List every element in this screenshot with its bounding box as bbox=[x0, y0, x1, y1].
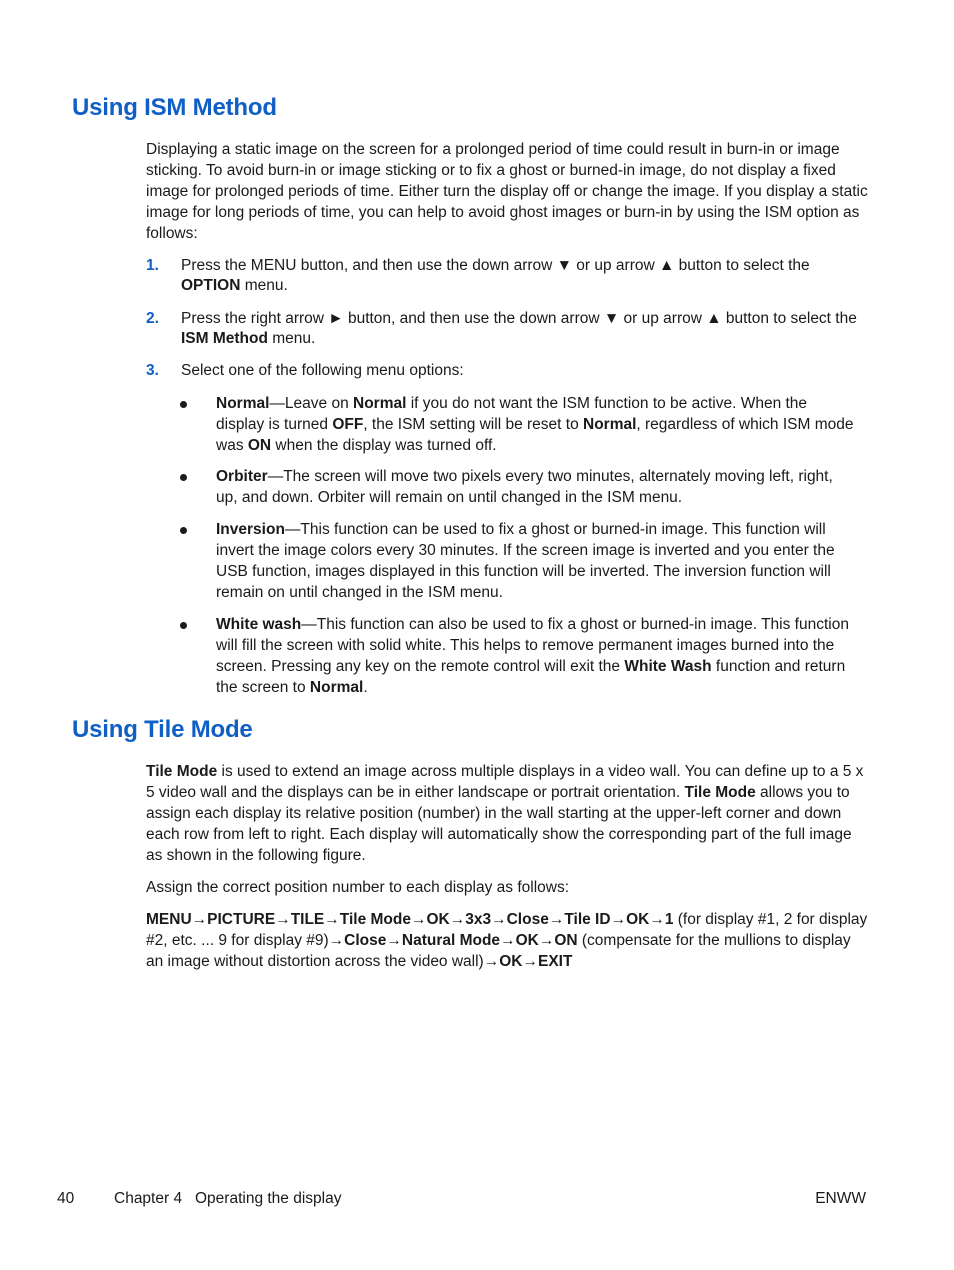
ism-intro-paragraph: Displaying a static image on the screen for a prolonged period of time could result in burn-in or image sticking. To avoid burn-in or image sticking or to fix a ghost or burned-in image, do not display a fixed image for prolonged periods of time. Either turn the display off or change the image. If you display a static image for long periods of time, you can help to avoid ghost images or burn-in by using the ISM option as follows: bbox=[146, 141, 868, 242]
bullet-text: Orbiter—The screen will move two pixels every two minutes, alternately moving left, right, up, and down. Orbiter will remain on until changed in the ISM menu. bbox=[216, 468, 833, 506]
step-number: 3. bbox=[146, 362, 159, 379]
bullet-dot bbox=[180, 401, 187, 408]
bullet-text: Inversion—This function can be used to fix a ghost or burned-in image. This function will invert the image colors every 30 minutes. If the screen image is inverted and you enter the USB function, images displayed in this function will be inverted. The inversion function will remain on until changed in the ISM menu. bbox=[216, 521, 835, 601]
step-text: Press the right arrow ► button, and then use the down arrow ▼ or up arrow ▲ button to select the ISM Method menu. bbox=[181, 310, 857, 347]
section-heading-ism: Using ISM Method bbox=[72, 94, 277, 121]
bullet-text: White wash—This function can also be used to fix a ghost or burned-in image. This function will fill the screen with solid white. This helps to remove permanent images burned into the screen. Pressing any key on the remote control will exit the White Wash function and return the screen to Normal. bbox=[216, 616, 849, 696]
bullet-dot bbox=[180, 474, 187, 481]
footer-locale: ENWW bbox=[815, 1190, 866, 1207]
assign-paragraph: Assign the correct position number to each display as follows: bbox=[146, 879, 570, 896]
page-number: 40 bbox=[57, 1190, 75, 1207]
section-heading-tile-mode: Using Tile Mode bbox=[72, 716, 253, 743]
menu-path-paragraph: MENU→PICTURE→TILE→Tile Mode→OK→3x3→Close→Tile ID→OK→1 (for display #1, 2 for display #2, etc. ... 9 for display #9)→Close→Natural Mode→OK→ON (compensate for the mullions to display an image without distortion across the video wall)→OK→EXIT bbox=[146, 911, 868, 970]
step-number: 1. bbox=[146, 257, 159, 274]
bullet-dot bbox=[180, 527, 187, 534]
step-text: Select one of the following menu options: bbox=[181, 362, 464, 379]
bullet-text: Normal—Leave on Normal if you do not want the ISM function to be active. When the display is turned OFF, the ISM setting will be reset to Normal, regardless of which ISM mode was ON when the display was turned off. bbox=[216, 395, 854, 454]
step-text: Press the MENU button, and then use the down arrow ▼ or up arrow ▲ button to select the OPTION menu. bbox=[181, 257, 810, 294]
step-number: 2. bbox=[146, 310, 159, 327]
bullet-dot bbox=[180, 622, 187, 629]
tile-mode-paragraph: Tile Mode is used to extend an image across multiple displays in a video wall. You can define up to a 5 x 5 video wall and the displays can be in either landscape or portrait orientation. Tile Mode allows you to assign each display its relative position (number) in the wall starting at the upper-left corner and down each row from left to right. Each display will automatically show the corresponding part of the full image as shown in the following figure. bbox=[146, 763, 864, 864]
footer-chapter: Chapter 4 Operating the display bbox=[114, 1190, 342, 1207]
